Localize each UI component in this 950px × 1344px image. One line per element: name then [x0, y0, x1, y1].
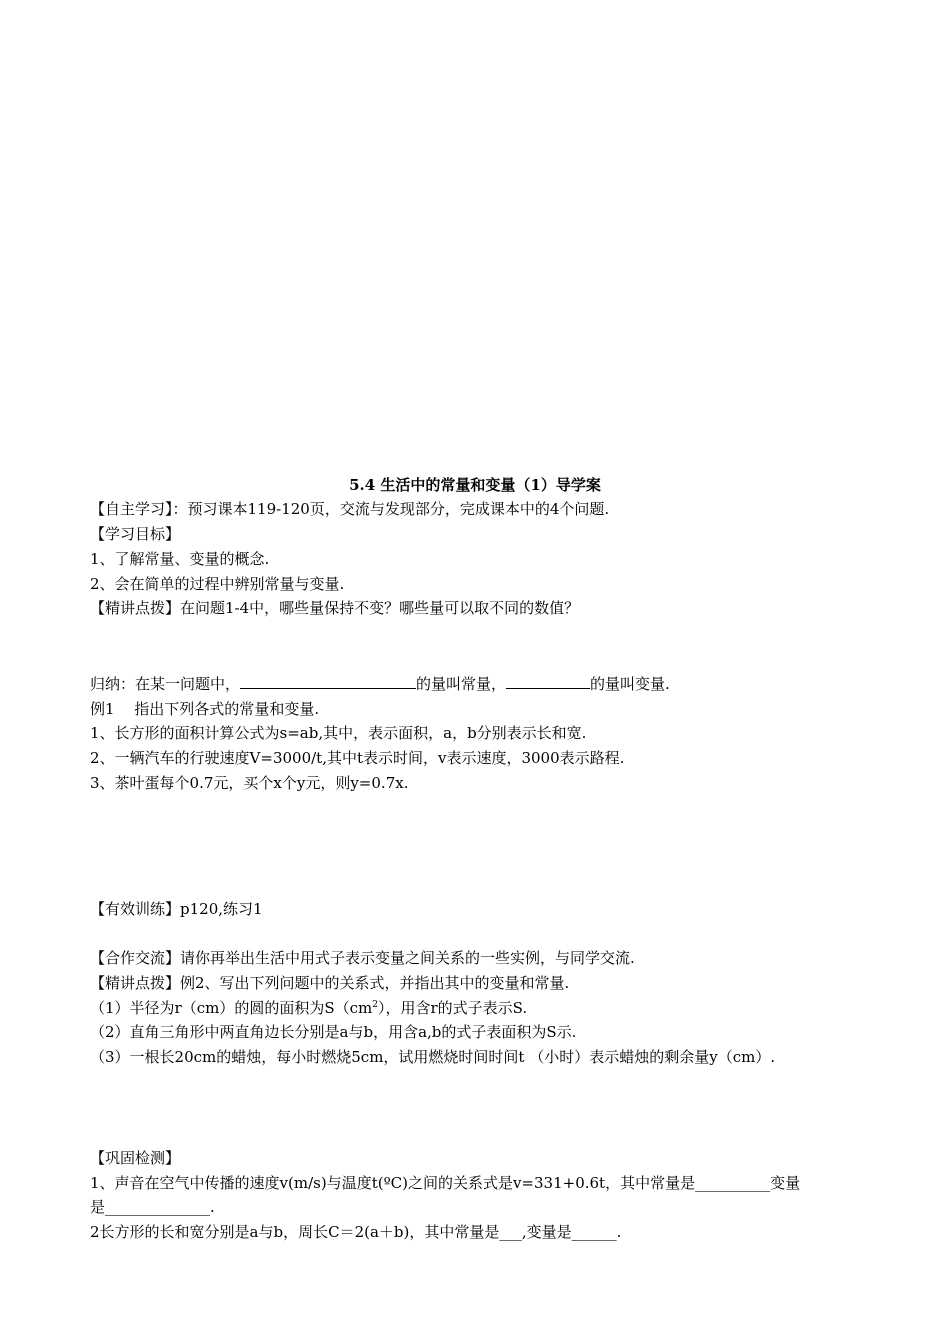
cooperation-line: 【合作交流】请你再举出生活中用式子表示变量之间关系的一些实例，与同学交流.: [90, 949, 635, 967]
example-2-item-1: [90, 997, 527, 1019]
page-title: 5.4 生活中的常量和变量（1）导学案: [349, 476, 601, 494]
goal-2: 2、会在简单的过程中辨别常量与变量.: [90, 575, 345, 593]
summary-blank-variable[interactable]: [506, 673, 590, 689]
guide-1: 【精讲点拨】在问题1-4中，哪些量保持不变？哪些量可以取不同的数值？: [90, 599, 580, 617]
example-2-item-3: （3）一根长20cm的蜡烛，每小时燃烧5cm，试用燃烧时间时间t （小时）表示蜡烛的剩余量y（cm）.: [90, 1048, 776, 1066]
ex2-item-1-after: ），用含r的式子表示S.: [377, 999, 528, 1017]
summary-prefix: 归纳：在某一问题中，: [90, 675, 241, 693]
check-1-line2-prefix: 是: [90, 1198, 106, 1216]
check-2-text: 2长方形的长和宽分别是a与b，周长C＝2(a＋b)，其中常量是: [90, 1223, 500, 1241]
check-2-line: [90, 1221, 621, 1243]
check-1-text: 1、声音在空气中传播的速度v(m/s)与温度t(ºC)之间的关系式是v=331+0.6t，其中常量是: [90, 1174, 696, 1192]
summary-blank-constant[interactable]: [240, 673, 416, 689]
summary-middle: 的量叫常量，: [416, 675, 507, 693]
summary-suffix: 的量叫变量.: [590, 675, 670, 693]
example-1-item-2: 2、一辆汽车的行驶速度V=3000/t,其中t表示时间，v表示速度，3000表示路程.: [90, 749, 625, 767]
example-2-item-2: （2）直角三角形中两直角边长分别是a与b，用含a,b的式子表面积为S示.: [90, 1023, 577, 1041]
check-2-mid: ,变量是: [521, 1223, 572, 1241]
goals-header: 【学习目标】: [90, 525, 181, 543]
ex2-item-1-sup: 2: [372, 1000, 378, 1010]
check-1-line2-suffix: .: [210, 1198, 215, 1216]
check-1-blank-constant[interactable]: __________: [695, 1174, 771, 1192]
check-1-line-2: [90, 1196, 215, 1218]
ex2-item-1-before: （1）半径为r（cm）的圆的面积为S（cm: [90, 999, 373, 1017]
example-1-item-1: 1、长方形的面积计算公式为s=ab,其中，表示面积，a，b分别表示长和宽.: [90, 724, 587, 742]
check-2-suffix: .: [616, 1223, 622, 1241]
example-1-header: 例1 指出下列各式的常量和变量.: [90, 700, 320, 718]
check-2-blank-variable[interactable]: ______: [571, 1223, 617, 1241]
self-study-line: 【自主学习】：预习课本119-120页，交流与发现部分，完成课本中的4个问题.: [90, 500, 610, 518]
check-1-mid: 变量: [770, 1174, 801, 1192]
training-line: 【有效训练】p120,练习1: [90, 900, 263, 918]
example-1-item-3: 3、茶叶蛋每个0.7元，买个x个y元，则y=0.7x.: [90, 774, 409, 792]
guide-2: 【精讲点拨】例2、写出下列问题中的关系式，并指出其中的变量和常量.: [90, 974, 570, 992]
goal-1: 1、了解常量、变量的概念.: [90, 550, 270, 568]
check-header: 【巩固检测】: [90, 1149, 181, 1167]
check-1-line-1: [90, 1172, 800, 1194]
check-2-blank-constant[interactable]: ___: [499, 1223, 522, 1241]
check-1-blank-variable[interactable]: ______________: [105, 1198, 211, 1216]
summary-line: [90, 673, 670, 695]
